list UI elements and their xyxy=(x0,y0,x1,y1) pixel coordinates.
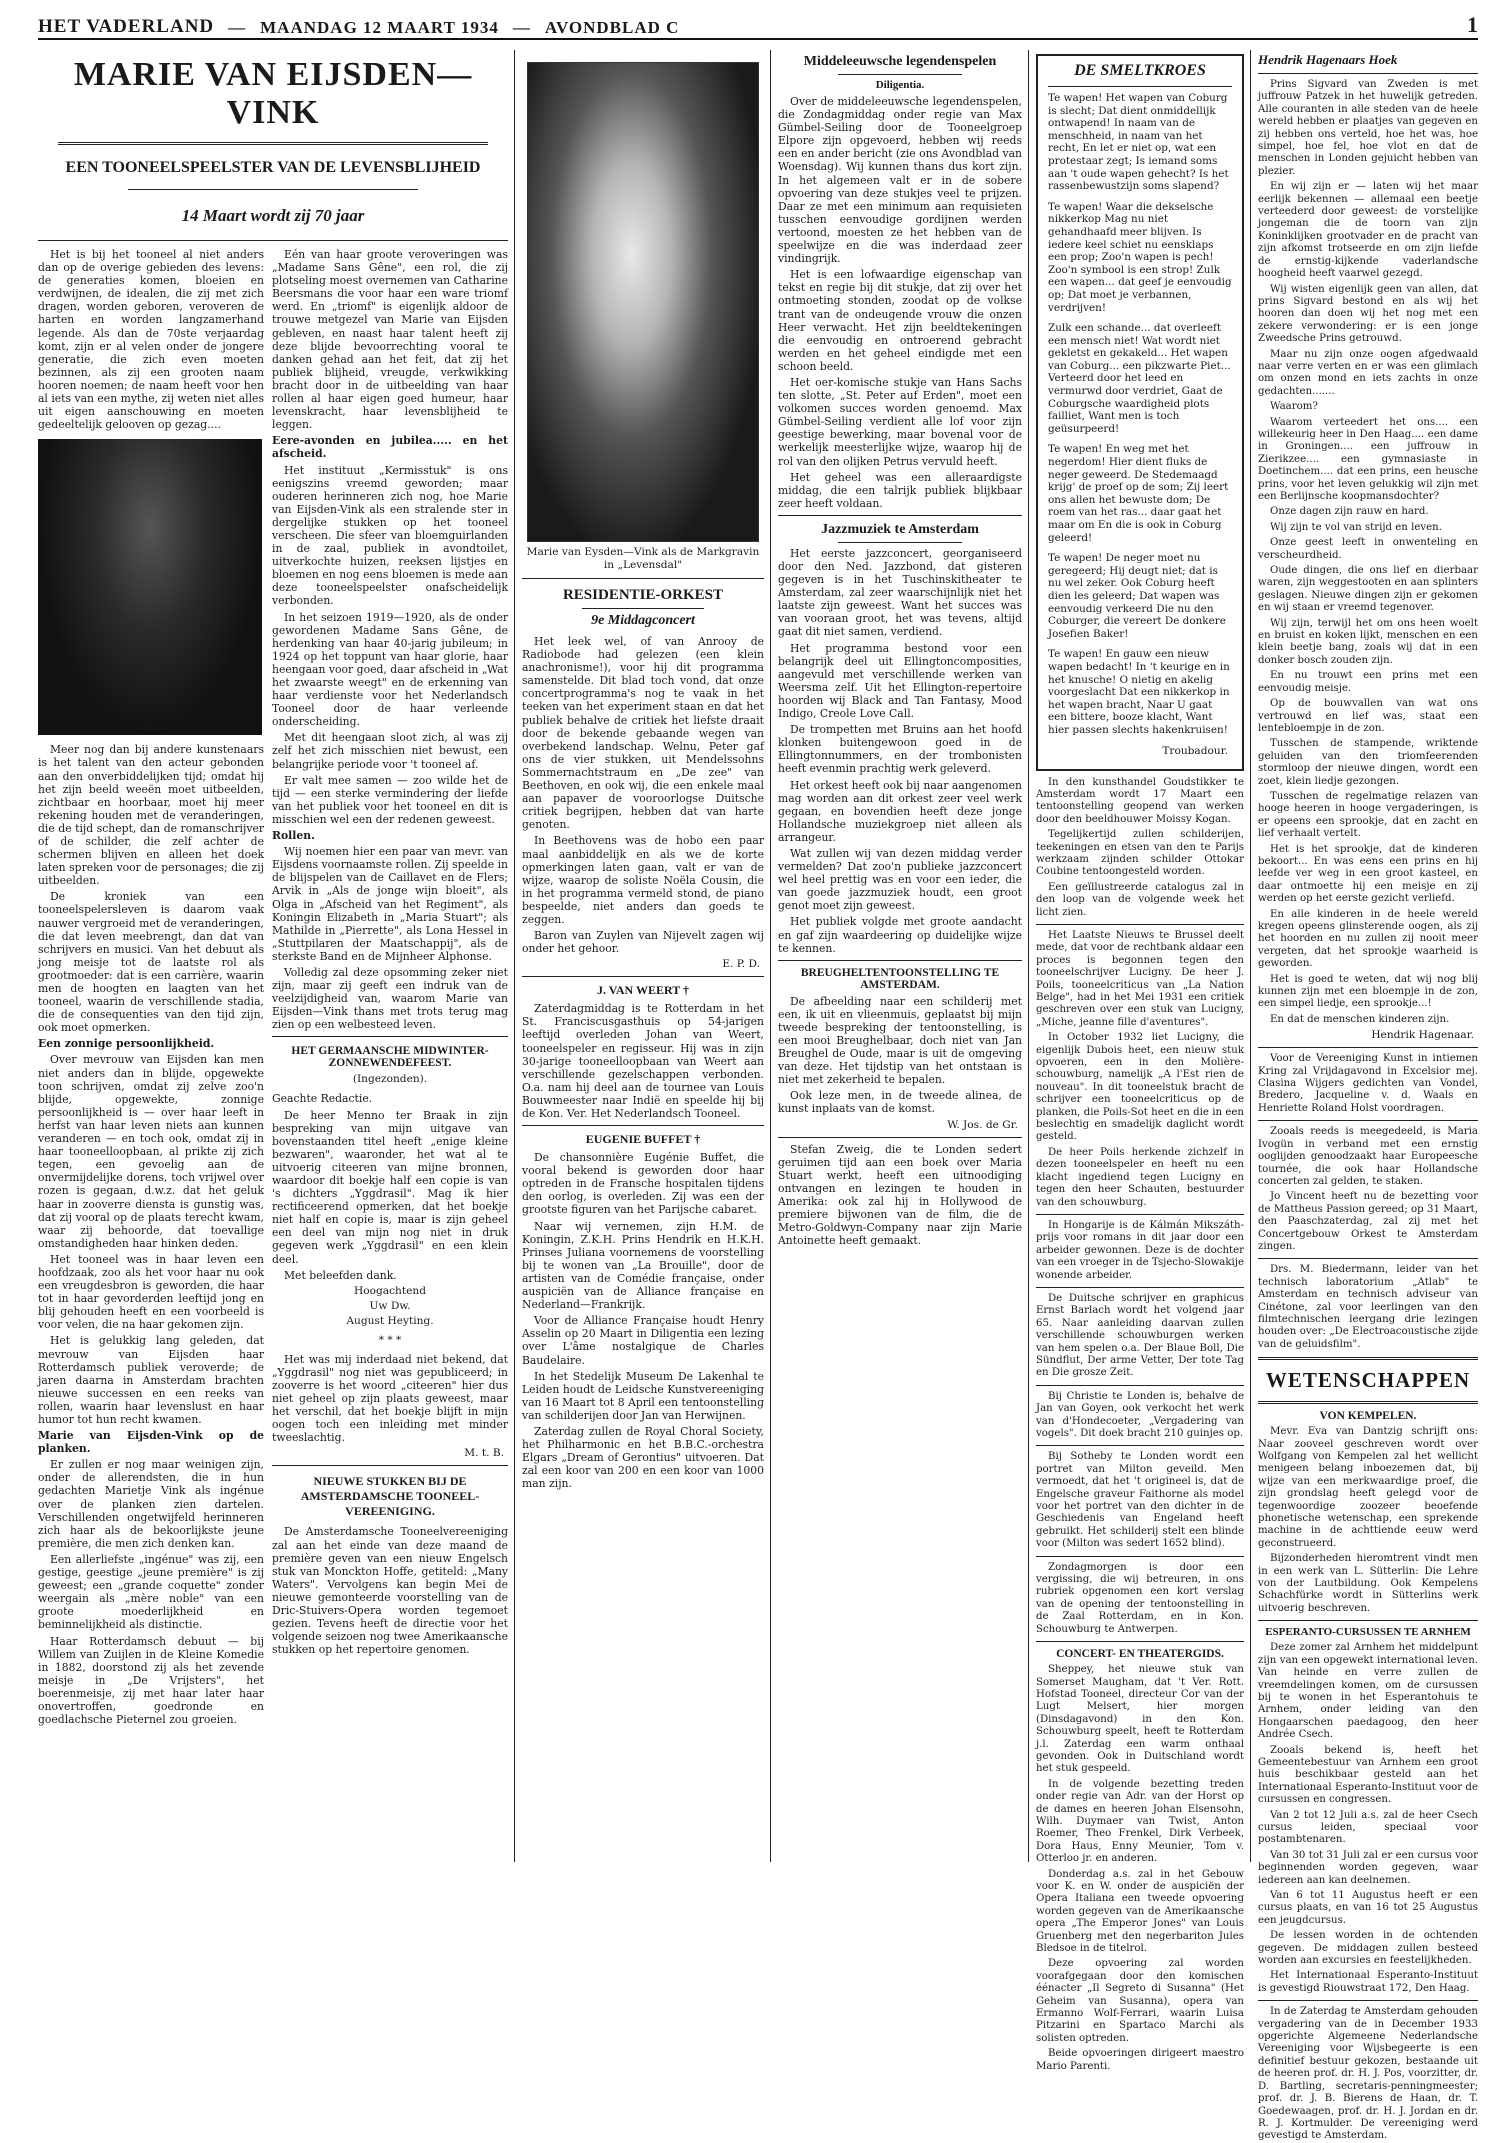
article-title: ESPERANTO-CURSUSSEN TE ARNHEM xyxy=(1265,1626,1471,1639)
notice: De Duitsche schrijver en graphicus Ernst Barlach wordt het volgend jaar 65. Naar aanleiding daarvan zullen verschillende schouwburgen werken van hem spelen o.a. Der Blaue Boll, Die Sündflut, Der arme Vetter, Der tote Tag en Die grosze Zeit. xyxy=(1036,1292,1244,1379)
body-paragraph: Van 2 tot 12 Juli a.s. zal de heer Csech cursus leiden, speciaal voor postambtenaren. xyxy=(1258,1809,1478,1846)
notice: Jo Vincent heeft nu de bezetting voor de Mattheus Passion gereed; op 31 Maart, den Paaschzaterdag, zal zij met het Concertgebouw Orkest te Amsterdam zingen. xyxy=(1258,1191,1478,1252)
notice: Zooals reeds is meegedeeld, is Maria Ivogün in verband met een ernstig ooglijden genoodzaakt haar Europeesche tournée, die ook haar Hollandsche concerten zal gelden, te staken. xyxy=(1258,1126,1478,1187)
poem-stanza: Te wapen! Waar die dekselsche nikkerkop Mag nu niet gehandhaafd meer blijven. Is iedere keel schiet nu eensklaps een prop; Zoo'n wapen is pech! Zoo'n symbool is een strop! Zulk een wapen... dat geef je eenvoudig op; Dat moet je verbannen, verdrijven! xyxy=(1048,200,1232,314)
notice: Sheppey, het nieuwe stuk van Somerset Maugham, dat 't Ver. Rott. Hofstad Tooneel, directeur Cor van der Lugt Melsert, hier morgen (Dinsdagavond) in den Kon. Schouwburg speelt, heeft te Rotterdam j.l. Zaterdag een warm onthaal gevonden. Ook in Duitschland wordt het stuk gespeeld. xyxy=(1036,1664,1244,1775)
body-paragraph: Meer nog dan bij andere kunstenaars is het talent van den acteur gebonden aan den onverbiddelijken tijd; omdat hij het zijn beeld weeën moet uitbeelden, zichtbaar en hoorbaar, moet hij meer rekening houden met de veranderingen, die de tijd schept, dan de romanschrijver of de schilder, die zelf achter de schermen blijven en alleen het doek laten spreken voor de personages; die zij uitbeelden. xyxy=(38,743,264,888)
body-paragraph: De chansonnière Eugénie Buffet, die vooral bekend is geworden door haar optreden in de Fransche hospitalen tijdens den oorlog, is overleden. Zij was een der grootste figuren van het Parijsche cabaret. xyxy=(522,1151,764,1217)
issue-date: MAANDAG 12 MAART 1934 xyxy=(260,18,499,37)
body-paragraph: Stefan Zweig, die te Londen sedert geruimen tijd aan een boek over Maria Stuart werkt, heeft een uitnoodiging ontvangen en lezingen te houden in Amerika: ook zal hij in Hollywood de premiere bijwonen van de film, die de Metro-Goldwyn-Company naar zijn Marie Antoinette heeft gemaakt. xyxy=(778,1142,1022,1248)
letter-yours: Uw Dw. xyxy=(369,1299,411,1312)
letter-closing: Met beleefden dank. xyxy=(284,1268,397,1282)
body-paragraph: Zaterdag zullen de Royal Choral Society, het Philharmonic en het B.B.C.-orchestra Elgars „Dream of Gerontius" uitvoeren. Dat zal een koor van 200 en een koor van 1000 man zijn. xyxy=(522,1424,764,1491)
middle-column xyxy=(522,50,764,1862)
edition-label: AVONDBLAD C xyxy=(544,18,680,37)
body-paragraph: Mevr. Eva van Dantzig schrijft ons: Naar zooveel geschreven wordt over Wolfgang von Kempelen zal het wellicht menigeen belang inboezemen dat, bij wijze van een merkwaardige proef, die zijn grondslag heeft gelegd voor de tegenwoordige zoozeer beoefende phonetische wetenschap, een sprekende machine in de achttiende eeuw werd geconstrueerd. xyxy=(1258,1426,1478,1549)
column-rule xyxy=(1028,50,1029,1862)
body-paragraph: Een allerliefste „ingénue" was zij, een gestige, geestige „jeune première" is zij geweest; een „grande coquette" zonder weergain als „mère noble" van een groote moederlijkheid en beminnelijkheid als distinctie. xyxy=(38,1552,264,1632)
page-number: 1 xyxy=(1467,12,1478,37)
body-paragraph: In Beethovens was de hobo een paar maal aanbiddelijk en als we de korte opmerkingen laten gaan, valt er van de wijze, waarop de soliste Noëla Cousin, die in het programma vermeld stond, de piano bespeelde, niet anders dan goeds te zeggen. xyxy=(522,834,764,926)
section-title: CONCERT- EN THEATERGIDS. xyxy=(1056,1648,1224,1661)
body-paragraph: De trompetten met Bruins aan het hoofd klonken buitengewoon goed in de Ellingtonnummers, en der trombonisten heeft evenmin prachtig werk geleverd. xyxy=(778,723,1022,776)
portrait-photo xyxy=(38,439,262,735)
body-paragraph: De Amsterdamsche Tooneelvereeniging zal aan het einde van deze maand de première geven van een nieuw Engelsch stuk van Monckton Hoffe, getiteld: „Many Waters". Vervolgens kan begin Mei de nieuwe gemonteerde voorstelling van de Dric-Stuivers-Opera worden tegemoet gezien. Tevens heeft de directie voor het volgende seizoen nog twee Amerikaansche stukken op het repertoire genomen. xyxy=(272,1525,508,1657)
body-paragraph: Het is een lofwaardige eigenschap van tekst en regie bij dit stukje, dat zij over het ontmoeting stonden, zoodat op de volkse trant van de ondeugende vrouw die onzen Heer verwacht. Het zijn beeldtekeningen die eenvoudig en ontroerend gebracht werden en het geheel eindigde met een schoon beeld. xyxy=(778,268,1022,373)
column-rule xyxy=(514,50,515,1862)
section-heading: Rollen. xyxy=(272,829,315,843)
body-paragraph: Het instituut „Kermisstuk" is ons eenigszins vreemd geworden; maar ouderen herinneren zich nog, hoe Marie van Eijsden-Vink als een stralende ster in dergelijke stukken op het tooneel verscheen. Die sfeer van bloemguirlanden in de zaal, publiek in avondtoilet, uitverkochte huizen, reeksen lijstjes en bloemen en nog eens bloemen is mede aan deze tooneelspeelster onafscheidelijk verbonden. xyxy=(272,463,508,608)
notice: In den kunsthandel Goudstikker te Amsterdam wordt 17 Maart een tentoonstelling geopend van werken door den beeldhouwer Moissy Kogan. xyxy=(1036,776,1244,825)
body-paragraph: De kroniek van een tooneelspelersleven is daarom vaak nauwer vergroeid met de veranderingen, die dat leven meebrengt, dan dat van schrijvers en musici. Van het debuut als jong meisje tot de laatste rol als grootmoeder: dat is een carrière, waarin men de hoogten en laagten van het tooneel, waarin de verschillende stadia, die de consequenties van den tijd zijn, ook moet opmerken. xyxy=(38,890,264,1035)
article-title: VON KEMPELEN. xyxy=(1319,1410,1417,1423)
notice: Bij Sotheby te Londen wordt een portret van Milton geveild. Men vermoedt, dat het 't origineel is, dat de Engelsche graveur Faithorne als model voor het portret van den dichter in de Geschiedenis van Engeland heeft gebruikt. Het schilderij stelt een blinde voor (Milton was sedert 1652 blind). xyxy=(1036,1451,1244,1550)
article-title: MARIE VAN EIJSDEN—VINK xyxy=(73,56,473,131)
body-paragraph: Naar wij vernemen, zijn H.M. de Koningin, Z.K.H. Prins Hendrik en H.K.H. Prinses Juliana voornemens de voorstelling bij te wonen van „La Brouille", door de artisten van de Comédie française, onder auspiciën van de Alliance française en Nederland—Frankrijk. xyxy=(522,1219,764,1312)
poem-stanza: Te wapen! En gauw een nieuw wapen bedacht! In 't keurige en in het knusche! O nietig en akelig voorgeslacht Dat een nikkerkop in het wapen bracht, Naar U gaat een bittere, booze klacht, Want hier passen slechts hakenkruisen! xyxy=(1048,648,1230,736)
section-heading: Marie van Eijsden-Vink op de planken. xyxy=(38,1429,264,1456)
poem-stanza: Te wapen! Het wapen van Coburg is slecht; Dat dient onmiddellijk ontwapend! In naam van de menschheid, in naam van het recht, En let er niet op, wat een protestaar zegt; Is iemand soms aan 't oude wapen gehecht? Is het rassenbewustzijn soms slapend? xyxy=(1048,92,1229,193)
body-paragraph: Het orkest heeft ook bij naar aangenomen mag worden aan dit orkest zeer veel werk gegaan, en bovendien heeft deze jonge Hollandsche muziekgroep niet alleen als arrangeur. xyxy=(778,778,1022,844)
body-paragraph: En nu trouwt een prins met een eenvoudig meisje. xyxy=(1258,670,1478,694)
body-paragraph: En dat de menschen kinderen zijn. xyxy=(1270,1013,1450,1025)
body-paragraph: Van 30 tot 31 Juli zal er een cursus voor beginnenden worden gegeven, waar iedereen aan kan deelnemen. xyxy=(1258,1849,1478,1886)
obituary-title: J. VAN WEERT † xyxy=(596,983,690,998)
letter-subtitle: (Ingezonden). xyxy=(352,1073,428,1086)
photo-caption: Marie van Eysden—Vink als de Markgravin in „Levensdal" xyxy=(526,546,760,571)
body-paragraph: Zooals bekend is, heeft het Gemeentebestuur van Arnhem een groot huis beschikbaar gesteld aan het Internationaal Esperanto-Instituut voor de cursussen en congressen. xyxy=(1258,1744,1478,1806)
column-4 xyxy=(778,50,1022,1862)
column-rule xyxy=(770,50,771,1862)
letter-salutation: Geachte Redactie. xyxy=(272,1092,373,1106)
notice: Het Laatste Nieuws te Brussel deelt mede, dat voor de rechtbank aldaar een proces is begonnen tegen den tooneelschrijver Lucigny. De heer J. Poils, tooneelcriticus van „La Nation Belge", had in het Mei 1931 een critiek geschreven over een stuk van Lucigny, „Miche, jeanne fille d'aventures". xyxy=(1036,929,1244,1028)
body-paragraph: Het is gelukkig lang geleden, dat mevrouw van Eijsden haar Rotterdamsch publiek veroverde; de jaren daarna in Amsterdam brachten nieuwe successen en een reeks van rollen, waarin haar levenslust en haar humor tot hun recht kwamen. xyxy=(38,1334,264,1426)
body-paragraph: Volledig zal deze opsomming zeker niet zijn, maar zij geeft een indruk van de veelzijdigheid van, waarom Marie van Eijsden—Vink thans met trots terug mag zien op een welbesteed leven. xyxy=(272,965,508,1032)
smeltkroes-box xyxy=(1036,54,1244,771)
section-heading: Een zonnige persoonlijkheid. xyxy=(38,1037,215,1051)
article-subtitle: 9e Middagconcert xyxy=(591,613,695,628)
notice: Beide opvoeringen dirigeert maestro Mario Parenti. xyxy=(1036,2048,1244,2072)
body-paragraph: Eén van haar groote veroveringen was „Madame Sans Gêne", een rol, die zij plotseling moest overnemen van Catharine Beersmans die voor haar een ware triomf werd. En „triomf" is eigenlijk aldoor de trouwe metgezel van Marie van Eijsden gebleven, en naast haar talent heeft zij deze blijde bevoorrechting vooral te danken gehad aan het feit, dat zij het publiek blijheid, vreugde, verkwikking bracht door in de uitbeelding van haar rollen al haar eigen goed humeur, haar levenskracht, haar levensblijheid te leggen. xyxy=(272,248,508,432)
column-5 xyxy=(1036,50,1244,2072)
body-paragraph: Zaterdagmiddag is te Rotterdam in het St. Franciscusgasthuis op 54-jarigen leeftijd overleden Johan van Weert, tooneelspeler en regisseur. Hij was in zijn 30-jarige tooneelloopbaan van Weert aan verschillende gezelschappen verbonden. O.a. nam hij deel aan de tournee van Louis Bouwmeester naar Indië en speelde hij bij de Kon. Ver. Het Nederlandsch Tooneel. xyxy=(522,1002,764,1120)
section-heading: Eere-avonden en jubilea..... en het afscheid. xyxy=(272,434,508,461)
notice: Tegelijkertijd zullen schilderijen, teekeningen en etsen van den te Parijs werkzaam zijnden schilder Ottokar Coubine tentoongesteld worden. xyxy=(1036,829,1244,878)
body-paragraph: En alle kinderen in de heele wereld kregen opeens glinsterende oogen, als zij het hoorden en nu zullen zij nooit meer vergeten, dat het sprookje waarheid is geworden. xyxy=(1258,908,1478,970)
costume-photo xyxy=(527,62,759,542)
body-paragraph: Het tooneel was in haar leven een hoofdzaak, zoo als het voor haar nu ook een vreugdesbron is geworden, die haar tot in haar gevorderden leeftijd jong en blij gehouden heeft en een voorbeeld is voor velen, die na haar gekomen zijn. xyxy=(38,1252,264,1332)
body-paragraph: Wij zijn te vol van strijd en leven. xyxy=(1270,521,1442,533)
marie-header xyxy=(38,50,508,280)
body-paragraph: Bijzonderheden hieromtrent vindt men in een werk van L. Sütterlin: Die Lehre von der Lautbildung. Ook Kempelens Schachfürke wordt in Sütterlins werk uitvoerig beschreven. xyxy=(1258,1553,1478,1614)
notice: In October 1932 liet Lucigny, die eigenlijk Dubois heet, een nieuw stuk opvoeren, een in den Molière-schouwburg, namelijk „A l'Est rien de nouveau". In dit tooneelstuk bracht de schrijver een tooneelcriticus op de planken, die Poils-Sot heet en die in een beslechtig en smadelijk daglicht wordt gesteld. xyxy=(1036,1032,1244,1143)
body-paragraph: In de Zaterdag te Amsterdam gehouden vergadering van de in December 1933 opgerichte Algemeene Nederlandsche Vereeniging voor Wijsbegeerte is een definitief bestuur gekozen, bestaande uit de heeren prof. dr. H. J. Pos, voorzitter, dr. D. Bartling, secretaris-penningmeester; prof. dr. J. B. Bierens de Haan, dr. T. Goedewaagen, prof. dr. H. J. Jordan en dr. R. J. Kortmulder. De vereeniging werd gevestigd te Amsterdam. xyxy=(1258,2006,1478,2142)
body-paragraph: Ook leze men, in de tweede alinea, de kunst inplaats van de komst. xyxy=(778,1089,1022,1116)
letter-title: HET GERMAANSCHE MIDWINTER-ZONNEWENDEFEEST. xyxy=(291,1045,489,1070)
marie-column-1 xyxy=(38,248,264,1862)
body-paragraph: Haar Rotterdamsch debuut — bij Willem van Zuijlen in de Kleine Komedie in 1882, doorstond zij als het zevende meisje in „De Vrijsters", het boerenmeisje, zij met haar later haar onovertroffen, goedronde en goedlachsche Pieternel zou groeien. xyxy=(38,1634,264,1727)
letter-body: De heer Menno ter Braak in zijn bespreking van mijn uitgave van bovenstaanden titel heeft „enige kleine bezwaren", waaronder, het wat al te uitvoerig citeeren van mijne bronnen, waardoor dit boekje half een copie is van 's dichters „Yggdrasil". Mag ik hier rectificeerend opmerken, dat het boekje niet half en copie is, maar is zijn geheel een deel van mijn nog niet in druk gegeven werk „Yggdrasil" en een klein deel. xyxy=(272,1108,508,1266)
article-kicker: 14 Maart wordt zij 70 jaar xyxy=(181,206,365,225)
body-paragraph: De lessen worden in de ochtenden gegeven. De middagen zullen besteed worden aan excursies en feestelijkheden. xyxy=(1258,1930,1478,1967)
body-paragraph: Het leek wel, of van Anrooy de Radiobode had gelezen (een klein anachronisme!), voor hij dit programma samenstelde. Dit blad toch vond, dat onze concertprogramma's nog te vaak in het teeken van het experiment staan en dat het publiek behalve de critiek het liefste draait door de bekende gebaande wegen van overbekend landschap. Welnu, Peter gaf ons de vier stukken, uit Mendelssohns Sommernachtstraum en „De zee" van Beethoven, en ook wij, die een enkele maal aan papaver de vooroorlogse Duitsche critiek begrijpen, hebben dat van harte genoten. xyxy=(522,635,764,832)
body-paragraph: Wij zijn, terwijl het om ons heen woelt en bruist en koken lijkt, menschen en een klein beetje bang, zoals wij dat in een donker bosch zouden zijn. xyxy=(1258,617,1478,666)
body-paragraph: Baron van Zuylen van Nijevelt zagen wij onder het gehoor. xyxy=(522,929,764,956)
poem-stanza: Zulk een schande... dat overleeft een mensch niet! Wat wordt niet gekletst en gekakeld... Het wapen van Coburg... een pikzwarte Piet... Verteerd door het leed en vermurwd door verdriet, Gaat de Coburgsche waardigheid plots failliet, Want men is toch geüsurpeerd! xyxy=(1048,322,1231,435)
editor-note: Het was mij inderdaad niet bekend, dat „Yggdrasil" nog niet was gepubliceerd; in zooverre is het woord „citeeren" hier dus niet geheel op zijn plaats geweest, maar het verschil, dat het boekje blijft in mijn oogen toch een inleiding met minder tweeslachtig. xyxy=(272,1352,508,1445)
body-paragraph: Tusschen de regelmatige relazen van hooge heeren in hooge vergaderingen, is er opeens een sprookje, dat en zacht en lief verhaalt vertelt. xyxy=(1258,790,1478,840)
body-paragraph: Waarom? xyxy=(1270,401,1318,413)
body-paragraph: Wij wisten eigenlijk geen van allen, dat prins Sigvard bestond en als wij het hooren dan doen wij het nog met een zekere verwondering: er is een jonge Zweedsche Prins getrouwd. xyxy=(1258,283,1478,345)
poem-signature: Troubadour. xyxy=(1162,744,1228,757)
body-paragraph: Wij noemen hier een paar van mevr. van Eijsdens voornaamste rollen. Zij speelde in de blijspelen van de Caillavet en de Flers; Arvik in „Als de jonge wijn bloeit", als Olga in „Afscheid van het Regiment", als Koningin Elizabeth in „Maria Stuart"; als Mathilde in „Pierrette", als Lona Hessel in „Stuttpilaren der Maatschappij", als de sterkste Band en de Mijnheer Alphonse. xyxy=(272,845,508,963)
body-paragraph: Wat zullen wij van dezen middag verder vermelden? Dat zoo'n publieke jazzconcert wel heel prettig was en voor een ieder, die van goede jazzmuziek houdt, een groot genot moet zijn geweest. xyxy=(778,846,1022,913)
article-title: Jazzmuziek te Amsterdam xyxy=(821,521,979,537)
notice: In de volgende bezetting treden onder regie van Adr. van der Horst op de dames en heeren Johan Elsensohn, Wilh. Duymaer van Twist, Anton Roemer, Theo Frenkel, Dirk Verbeek, Dora Haus, Enny Meunier, Tom v. Otterloo jr. en anderen. xyxy=(1036,1778,1244,1865)
body-paragraph: Het geheel was een alleraardigste middag, die een talrijk publiek blijkbaar zeer heeft voldaan. xyxy=(778,470,1022,510)
body-paragraph: Het Internationaal Esperanto-Instituut is gevestigd Riouwstraat 172, Den Haag. xyxy=(1258,1970,1478,1994)
notice: Bij Christie te Londen is, behalve de Jan van Goyen, ook verkocht het werk van d'Hondecoeter, „Vergadering van vogels". Dit doek bracht 210 guinjes op. xyxy=(1036,1390,1244,1439)
masthead xyxy=(38,6,1478,40)
article-title: NIEUWE STUKKEN BIJ DE AMSTERDAMSCHE TOONEEL-VEREENIGING. xyxy=(300,1474,480,1519)
editor-signature: M. t. B. xyxy=(464,1447,504,1460)
body-paragraph: Waarom verteedert het ons.... een willekeurig heer in Den Haag.... een dame in Groningen.... een juffrouw in Zierikzee.... een gymnasiaste in Doetinchem.... dat een prins, een heusche prins, voor het leven gelukkig wil zijn met een Berlijnsche koopmansdochter? xyxy=(1258,416,1478,502)
body-paragraph: Er zullen er nog maar weinigen zijn, onder de allerendsten, die in hun gedachten Marietje Vink als ingénue over de planken zien dartelen. Verschillenden ongetwijfeld herinneren zich haar als de bekoorlijkste jeune première, die men zich denken kan. xyxy=(38,1458,264,1550)
body-paragraph: Onze geest leeft in onwenteling en verscheurdheid. xyxy=(1258,537,1478,561)
body-paragraph: Maar nu zijn onze oogen afgedwaald naar verre verten en er was een glimlach om onzen mond en iets zachts in onze gedachten....... xyxy=(1258,348,1478,397)
column-rule xyxy=(1250,50,1251,1862)
body-paragraph: Over de middeleeuwsche legendenspelen, die Zondagmiddag onder regie van Max Gümbel-Seiling door de Tooneelgroep Elpore zijn opgevoerd, hebben wij reeds een en ander bericht (zie ons Avondblad van Woensdag). Wij kunnen thans dus kort zijn. In het algemeen valt er in de sobere opvoering van deze stukjes veel te prijzen. Daar ze met een minimum aan requisieten tusschen eenvoudige gordijnen werden vertoond, moesten ze het hebben van de speelwijze en die was inderdaad zeer vindingrijk. xyxy=(778,95,1022,266)
article-subtitle: EEN TOONEELSPEELSTER VAN DE LEVENSBLIJHEID xyxy=(65,159,481,176)
article-subtitle: Diligentia. xyxy=(875,79,925,91)
lead-paragraph: Het is bij het tooneel al niet anders dan op de overige gebieden des levens: de generaties komen, bloeien en verdwijnen, de idealen, die zij met zich dragen, worden geboren, veroveren de harten en worden langzamerhand legende. Als dan de 70ste verjaardag komt, zijn er al velen onder de jongere generatie, die zich even moeten bezinnen, als zij een grooten naam hooren noemen; de naam heeft voor hen al iets van een mythe, zij weten niet alles uit eigen aanschouwing en moeten gedeeltelijk gelooven op gezag.... xyxy=(38,248,264,432)
column-signature: Hendrik Hagenaar. xyxy=(1371,1029,1474,1042)
body-paragraph: Deze zomer zal Arnhem het middelpunt zijn van een opgewekt international leven. Van heinde en verre zullen de vreemdelingen komen, om de cursussen bij te wonen in het Esperantohuis te Arnhem, onder leiding van den Hongaarschen paedagoog, den heer Andrée Csech. xyxy=(1258,1642,1478,1741)
body-paragraph: Onze dagen zijn rauw en hard. xyxy=(1270,506,1429,518)
article-title: RESIDENTIE-ORKEST xyxy=(562,587,724,603)
section-title: WETENSCHAPPEN xyxy=(1265,1368,1471,1393)
body-paragraph: In het Stedelijk Museum De Lakenhal te Leiden houdt de Leidsche Kunstvereeniging van 16 Maart tot 8 April een tentoonstelling van schilderijen door Jan van Herwijnen. xyxy=(522,1369,764,1422)
newspaper-name: HET VADERLAND xyxy=(38,16,215,37)
masthead-separator: — xyxy=(512,18,531,37)
column-title: Hendrik Hagenaars Hoek xyxy=(1258,52,1398,67)
body-paragraph: Het programma bestond voor een belangrijk deel uit Ellingtoncomposities, aangevuld met verschillende werken van Weersma zelf. Uit het Ellington-repertoire hoorden wij Black and Tan Fantasy, Mood Indigo, Creole Love Call. xyxy=(778,641,1022,721)
stars-divider: * * * xyxy=(378,1333,402,1346)
author-signature: W. Jos. de Gr. xyxy=(947,1118,1018,1131)
obituary-title: EUGENIE BUFFET † xyxy=(585,1132,701,1147)
notice: De heer Poils herkende zichzelf in dezen tooneelspeler en heeft nu een klacht ingediend tegen Lucigny en tegen den heer Schauten, bestuurder van den schouwburg. xyxy=(1036,1146,1244,1208)
body-paragraph: Het publiek volgde met groote aandacht en gaf zijn waardeering op duidelijke wijze te kennen. xyxy=(778,915,1022,955)
body-paragraph: Tusschen de stampende, wriktende geluiden van den triomfeerenden stormloop der nieuwe dingen, wordt een zoet, klein liedje gezongen. xyxy=(1258,738,1478,787)
letter-author: August Heyting. xyxy=(346,1314,434,1327)
poem-stanza: Te wapen! De neger moet nu geregeerd; Hij deugt niet; dat is nu wel zeker. Ook Coburg heeft dien les geleerd; Dat wapen was eenvoudig verkeerd Die nu den Coburger, die vereert De donkere Josefien Baker! xyxy=(1048,552,1226,640)
body-paragraph: Van 6 tot 11 Augustus heeft er een cursus plaats, en van 16 tot 25 Augustus een jeugdcursus. xyxy=(1258,1890,1478,1926)
body-paragraph: Voor de Alliance Française houdt Henry Asselin op 20 Maart in Diligentia een lezing over L'âme nostalgique de Charles Baudelaire. xyxy=(522,1314,764,1367)
body-paragraph: Het is goed te weten, dat wij nog blij kunnen zijn met een bloempje in de zon, een simpel liedje, een sprookje...! xyxy=(1258,973,1478,1010)
marie-column-2 xyxy=(272,248,508,1862)
body-paragraph: En wij zijn er — laten wij het maar eerlijk bekennen — allemaal een beetje verteederd door geweest: de vorstelijke jongeman die de toorn van zijn Koninklijken grootvader en de pracht van zijn afkomst trotseerde en om zijn liefde de ernstig-kijkende vaderlandsche hoogheid heeft vaarwel gezegd. xyxy=(1258,181,1478,280)
notice: Voor de Vereeniging Kunst in intiemen Kring zal Vrijdagavond in Excelsior mej. Clasina Wijgers gedichten van Vondel, Bredero, Jacqueline v. d. Waals en Henriette Roland Holst voordragen. xyxy=(1258,1053,1478,1114)
masthead-separator: — xyxy=(228,18,247,37)
notice: Een geïllustreerde catalogus zal in den loop van de volgende week het licht zien. xyxy=(1036,881,1244,918)
body-paragraph: Het eerste jazzconcert, georganiseerd door den Ned. Jazzbond, dat gisteren gegeven is in het Tuschinskitheater te Amsterdam, zal zeer waarschijnlijk niet het laatste zijn geweest. Want het succes was van vooraan groot, het was tevens, altijd gaat dit niet samen, verdiend. xyxy=(778,546,1022,639)
poem-title: DE SMELTKROES xyxy=(1074,62,1206,79)
notice: In Hongarije is de Kálmán Mikszáth-prijs voor romans in dit jaar door een arbeider gewonnen. Deze is de dochter van een vroeger in de Tsjecho-Slowakije wonende arbeider. xyxy=(1036,1219,1244,1281)
body-paragraph: Over mevrouw van Eijsden kan men niet anders dan in blijde, opgewekte toon schrijven, omdat zij zelve zoo'n blijde, opgewekte, zonnige persoonlijkheid is — over haar leeft in herfst van haar leven niets aan kunnen veranderen — en toch ook, omdat zij in haar tooneelloopbaan, al prikte zij zich tegen, een gevoelig aan de onvermijdelijke dorens, toch vrijwel over rozen is gegaan, d.w.z. dat het geluk haar in zooverre diensta is gunstig was, dat zij vooral op de plaats terecht kwam, waar zij behoorde, dat toevallige omstandigheden haar hinken deden. xyxy=(38,1053,264,1250)
notice: Donderdag a.s. zal in het Gebouw voor K. en W. onder de auspiciën der Opera Italiana een tweede opvoering worden gegeven van de Amerikaansche opera „The Emperor Jones" van Louis Gruenberg met den negerbariton Jules Bledsoe in de titelrol. xyxy=(1036,1868,1244,1955)
column-6 xyxy=(1258,50,1478,2142)
article-title: BREUGHELTENTOONSTELLING TE AMSTERDAM. xyxy=(800,966,1000,991)
notice: Zondagmorgen is door een vergissing, die wij betreuren, in ons rubriek opgenomen een kort verslag van de opening der tentoonstelling in de Zaal Rotterdam, en in Kon. Schouwburg te Antwerpen. xyxy=(1036,1561,1244,1635)
body-paragraph: Er valt mee samen — zoo wilde het de tijd — een sterke vermindering der liefde van het publiek voor het tooneel en dit is misschien wel een der redenen geweest. xyxy=(272,773,508,826)
article-title: Middeleeuwsche legendenspelen xyxy=(803,54,997,69)
body-paragraph: Oude dingen, die ons lief en dierbaar waren, zijn weggestooten en aan splinters geslagen. Nieuwe dingen zijn er gekomen en wij staan er vreemd tegenover. xyxy=(1258,565,1478,614)
body-paragraph: De afbeelding naar een schilderij met een, ik uit en vlieenmuis, geplaatst bij mijn tweede bespreking der tentoonstelling, is een mooi Breughelbaar, doch niet van Jan Breughel de Oude, maar is uit de omgeving van deze. Het tijdstip van het ontstaan is niet met zekerheid te bepalen. xyxy=(778,994,1022,1087)
body-paragraph: Met dit heengaan sloot zich, al was zij zelf het zich misschien niet bewust, een belangrijke periode voor 't tooneel af. xyxy=(272,731,508,771)
poem-stanza: Te wapen! En weg met het negerdom! Hier dient fluks de neger geweerd. De Stedemaagd krijg' de proef op de som; Zij leert ons allen het bewuste dom; De roem van het ras... daar gaat het maar om En die is ook in Coburg geleerd! xyxy=(1048,443,1229,544)
body-paragraph: Prins Sigvard van Zweden is met juffrouw Patzek in het huwelijk getreden. Alle couranten in alle steden van de heele wereld hebben er plaatjes van gegeven en zij hebben ons verteld, hoe het was, hoe simpel, hoe fel, hoe vlot en dat de menschen in Londen gejuicht hebben van plezier. xyxy=(1258,79,1478,177)
notice: Drs. M. Biedermann, leider van het technisch laboratorium „Atlab" te Amsterdam en technisch adviseur van Cinétone, zal voor leerlingen van den filmtechnischen leergang drie lezingen houden over: „De Electroacoustische zijde van de geluidsfilm". xyxy=(1258,1264,1478,1350)
body-paragraph: Het is het sprookje, dat de kinderen bekoort... En was eens een prins en hij leefde ver weg in een groot kasteel, en daar ontmoette hij een meisje en zij werden op het eerste gezicht verliefd. xyxy=(1258,843,1478,905)
author-signature: E. P. D. xyxy=(722,958,760,971)
letter-greeting: Hoogachtend xyxy=(354,1284,426,1297)
body-paragraph: Het oer-komische stukje van Hans Sachs ten slotte, „St. Peter auf Erden", moet een volkomen succes worden genoemd. Max Gümbel-Seiling verdient alle lof voor zijn geestige bewerking, maar bovenal voor de werkelijk meesterlijke wijze, waarop hij de rol van den olijken Petrus vervuld heeft. xyxy=(778,375,1022,468)
body-paragraph: Op de bouwvallen van wat ons vertrouwd en lief was, staat een lentebloempje in de zon. xyxy=(1258,698,1478,734)
notice: Deze opvoering zal worden voorafgegaan door den komischen éénacter „Il Segreto di Susanna" (Het Geheim van Susanna), opera van Ermanno Wolf-Ferrari, waarin Luisa Pitzarini en Spartaco Marchi als solisten optreden. xyxy=(1036,1958,1244,2044)
body-paragraph: In het seizoen 1919—1920, als de onder gewordenen Madame Sans Gêne, de herdenking van haar 40-jarig jubileum; in 1924 op het toppunt van haar glorie, haar heengaan voor goed, daar afscheid in „Wat het zwaarste weegt" en de erkenning van haar verdienste voor het Nederlandsch Tooneel door de haar verleende onderscheiding. xyxy=(272,610,508,729)
